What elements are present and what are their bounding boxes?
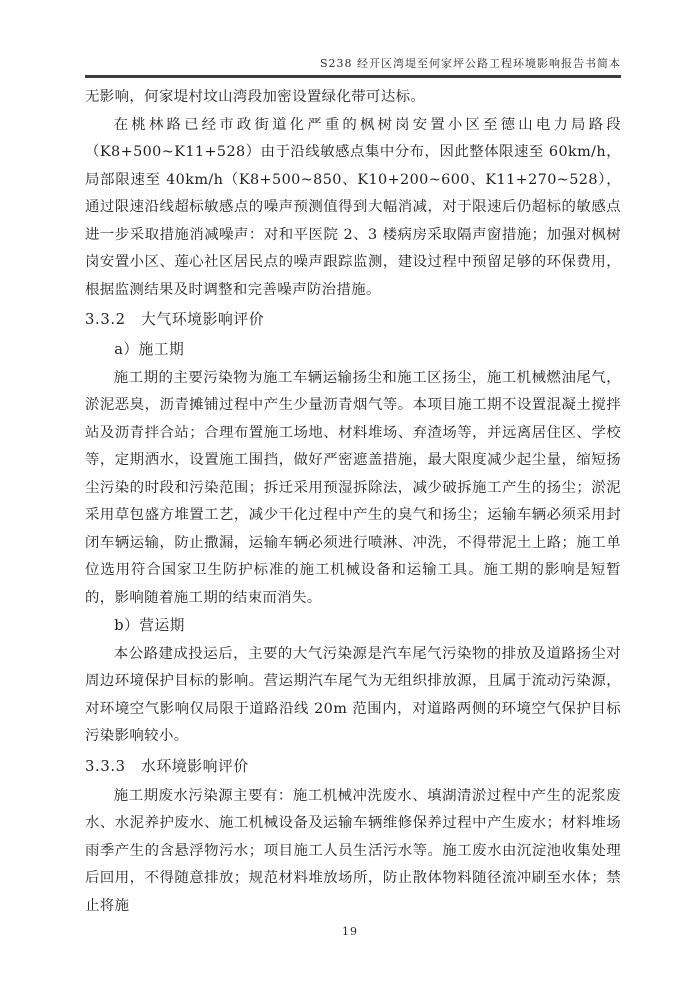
section-heading-air-environment: 3.3.2 大气环境影响评价 xyxy=(85,311,265,328)
section-heading-water-environment: 3.3.3 水环境影响评价 xyxy=(85,757,249,775)
running-header-title: S238 经开区湾堤至何家坪公路工程环境影响报告书简本 xyxy=(319,57,621,70)
sub-heading-operation-period: b）营运期 xyxy=(114,617,185,634)
paragraph-operation-air-impact: 本公路建成投运后，主要的大气污染源是汽车尾气污染物的排放及道路扬尘对周边环境保护目标的影响。营运期汽车尾气为无组织排放源，且属于流动污染源，对环境空气影响仅局限于道路沿线 20m 范围内，对道路两侧的环境空气保护目标污染影响较小。 xyxy=(85,645,621,744)
document-body xyxy=(85,84,621,920)
page-number: 19 xyxy=(342,925,358,938)
page-header xyxy=(85,56,621,78)
paragraph-construction-air-impact: 施工期的主要污染物为施工车辆运输扬尘和施工区扬尘，施工机械燃油尾气，淤泥恶臭，沥青摊铺过程中产生少量沥青烟气等。本项目施工期不设置混凝土搅拌站及沥青拌合站；合理布置施工场地、材料堆场、弃渣场等，并远离居住区、学校等，定期洒水，设置施工围挡，做好严密遮盖措施，最大限度减少起尘量，缩短扬尘污染的时段和污染范围；拆迁采用预湿拆除法，减少破拆施工产生的扬尘；淤泥采用草包盛方堆置工艺，减少干化过程中产生的臭气和扬尘；运输车辆必须采用封闭车辆运输，防止撒漏，运输车辆必须进行喷淋、冲洗，不得带泥土上路；施工单位选用符合国家卫生防护标准的施工机械设备和运输工具。施工期的影响是短暂的，影响随着施工期的结束而消失。 xyxy=(85,369,621,606)
paragraph-continuation: 无影响，何家堤村坟山湾段加密设置绿化带可达标。 xyxy=(85,89,426,105)
sub-heading-construction-period: a）施工期 xyxy=(114,341,185,358)
page-footer xyxy=(0,920,700,939)
paragraph-water-pollution-sources: 施工期废水污染源主要有：施工机械冲洗废水、填湖清淤过程中产生的泥浆废水、水泥养护废水、施工机械设备及运输车辆维修保养过程中产生废水；材料堆场雨季产生的含悬浮物污水；项目施工人员生活污水等。施工废水由沉淀池收集处理后回用，不得随意排放；规范材料堆放场所，防止散体物料随径流冲刷至水体；禁止将施 xyxy=(85,787,621,914)
header-rule xyxy=(85,75,621,78)
paragraph-noise-mitigation: 在桃林路已经市政街道化严重的枫树岗安置小区至德山电力局路段（K8+500~K11+528）由于沿线敏感点集中分布，因此整体限速至 60km/h，局部限速至 40km/h（K8+500~850、K10+200~600、K11+270~528），通过限速沿线超标敏感点的噪声预测值得到大幅消减，对于限速后仍超标的敏感点进一步采取措施消减噪声：对和平医院 2、3 楼病房采取隔声窗措施；加强对枫树岗安置小区、莲心社区居民点的噪声跟踪监测，建设过程中预留足够的环保费用，根据监测结果及时调整和完善噪声防治措施。 xyxy=(85,116,621,298)
